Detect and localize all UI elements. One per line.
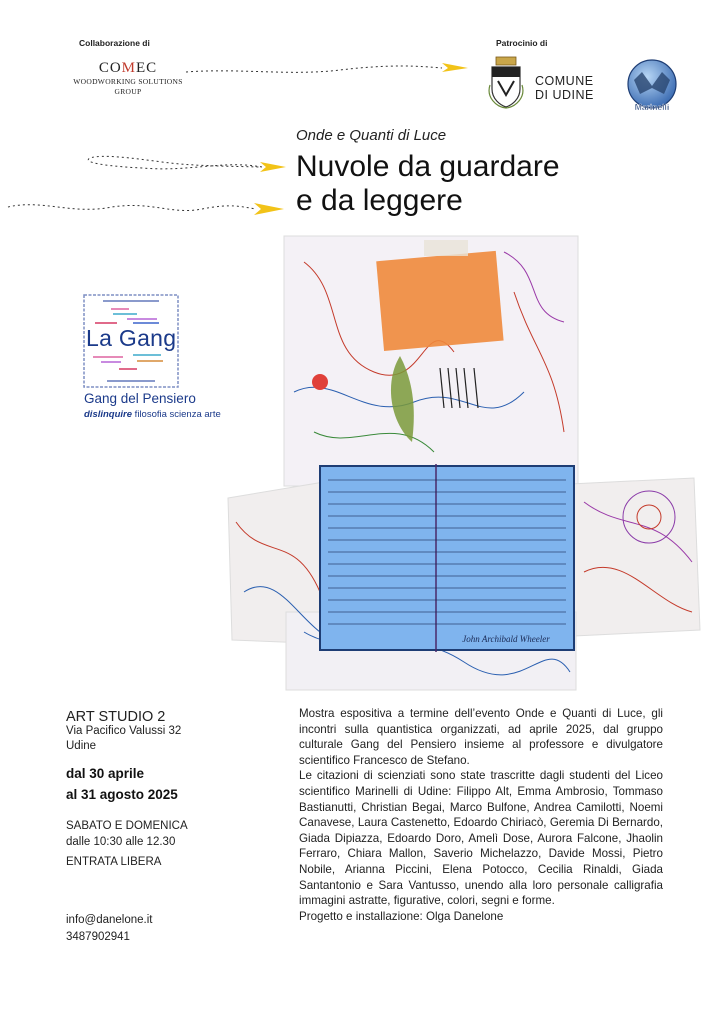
paper-plane-icon — [260, 162, 286, 172]
la-gang-logo-text: La Gang — [86, 325, 177, 351]
gang-name: Gang del Pensiero — [84, 391, 196, 406]
svg-text:John Archibald Wheeler: John Archibald Wheeler — [462, 634, 550, 644]
description-paragraph: Mostra espositiva a termine dell’evento Onde e Quanti di Luce, gli incontri sulla quantistica organizzati, ad aprile 2025, dal gruppo culturale Gang del Pensiero insieme al professore e divulgatore scientifico Francesco de Stefano. — [299, 707, 663, 767]
event-title: Nuvole da guardare e da leggere — [296, 150, 560, 217]
patronage-label: Patrocinio di — [496, 38, 548, 48]
collaboration-label: Collaborazione di — [79, 38, 150, 48]
paper-plane-trail-bottom — [2, 195, 288, 225]
liceo-marinelli-logo — [624, 58, 680, 114]
description-paragraph: Le citazioni di scienziati sono state trascritte dagli studenti del Liceo scientifico Marinelli di Udine: Filippo Alt, Emma Ambrosio, Tommaso Bastianutti, Christian Begai, Marco Bulfone, Andrea Camilotti, Noemi Canavese, Laura Castenetto, Edoardo Chiriacò, Geremia Di Bernardo, Giada Dipiazza, Edoardo Doro, Amelì Dose, Aurora Falcone, Jhaolin Ferraro, Chiara Mallon, Saverio Michelazzo, Davide Mossi, Pietro Nobile, Arianna Piccini, Elena Potocco, Cecilia Rinaldi, Giada Santantonio e Sara Vantusso, unendo alla loro personale calligrafia immagini astratte, figurative, colori, segni e forme. — [299, 769, 663, 908]
event-description — [299, 706, 663, 924]
paper-plane-icon — [442, 63, 468, 72]
event-subtitle: Onde e Quanti di Luce — [296, 127, 447, 144]
contact-phone[interactable]: 3487902941 — [66, 931, 130, 943]
artwork-image — [224, 232, 704, 694]
contact-email[interactable]: info@danelone.it — [66, 914, 153, 926]
paper-plane-trail-top — [180, 58, 470, 82]
svg-text:Marinelli: Marinelli — [634, 102, 670, 112]
description-credits: Progetto e installazione: Olga Danelone — [299, 909, 504, 923]
venue-street: Via Pacifico Valussi 32 — [66, 725, 182, 737]
paper-plane-trail-middle — [72, 150, 292, 184]
venue-city: Udine — [66, 740, 97, 752]
opening-days: SABATO E DOMENICA — [66, 820, 188, 832]
entry-info: ENTRATA LIBERA — [66, 856, 162, 868]
comune-di-udine-label: COMUNE DI UDINE — [535, 74, 594, 102]
exhibition-dates: dal 30 aprile al 31 agosto 2025 — [66, 766, 178, 802]
comec-logo: COMEC WOODWORKING SOLUTIONS GROUP — [73, 60, 183, 96]
opening-hours: dalle 10:30 alle 12.30 — [66, 836, 176, 848]
paper-plane-icon — [254, 203, 284, 215]
venue-name: ART STUDIO 2 — [66, 709, 166, 725]
udine-crest-icon — [488, 55, 524, 109]
gang-tagline: dislinquire filosofia scienza arte — [84, 409, 221, 420]
